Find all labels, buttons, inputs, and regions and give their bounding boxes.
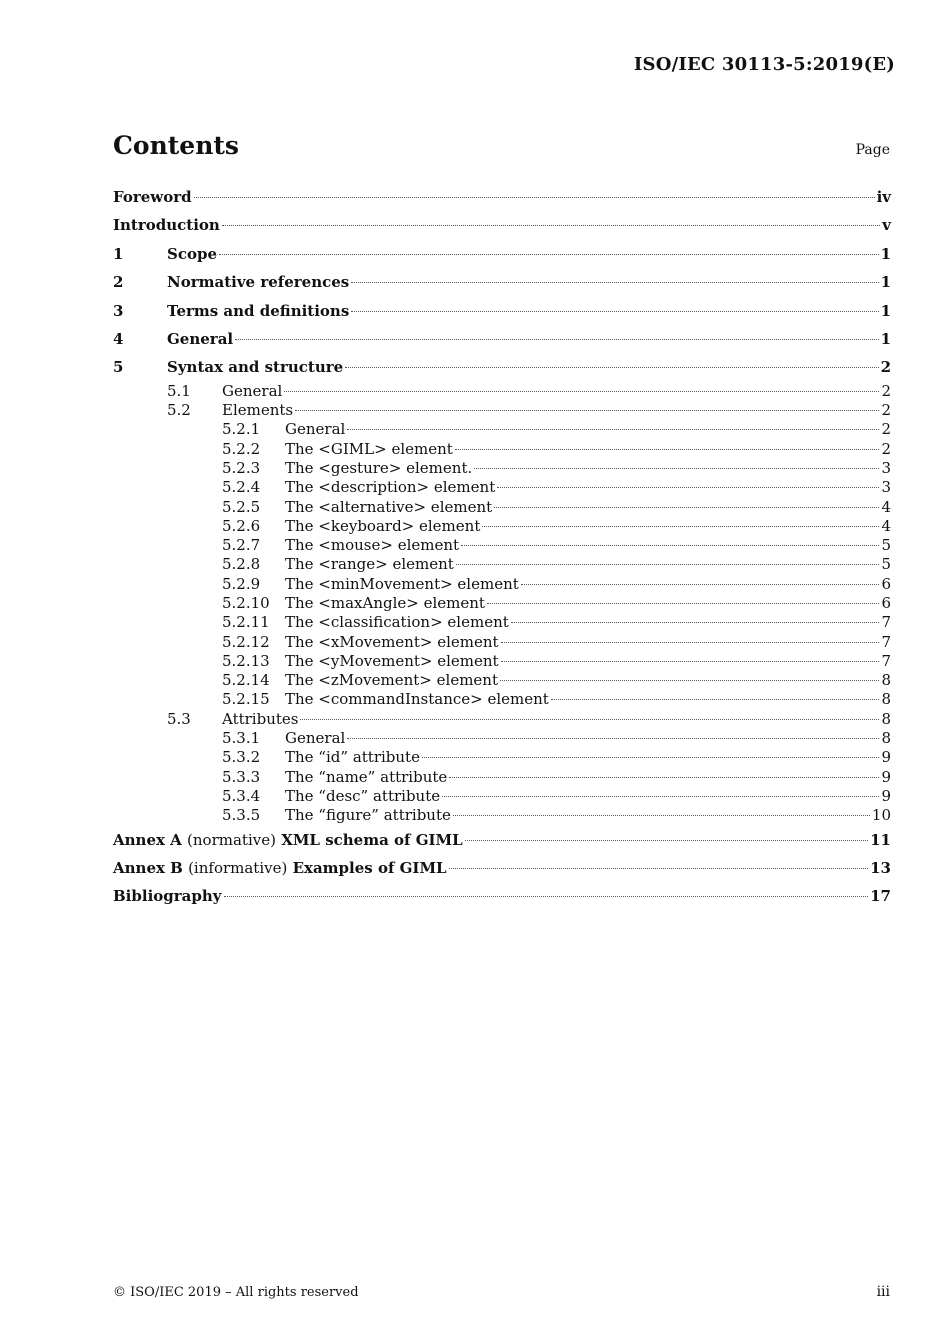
toc-entry-page: 2 [881,420,891,439]
toc-entry-title: Normative references [167,273,350,292]
toc-entry-title: The “name” attribute [285,767,448,786]
dot-leader [222,224,880,226]
toc-entry-page: 1 [880,244,891,263]
toc-entry-title: Introduction [113,216,220,235]
toc-entry-title: The “desc” attribute [285,786,441,805]
toc-entry-title: General [285,420,346,439]
toc-entry-5-2-11[interactable] [113,613,891,632]
toc-entry-number: 5.3.4 [222,786,261,805]
page-column-label: Page [855,142,890,158]
dot-leader [347,737,879,739]
dot-leader [474,467,879,469]
toc-entry-page: 9 [881,786,891,805]
toc-entry-number: 5.2.7 [222,536,261,555]
dot-leader [345,366,878,368]
dot-leader [494,506,879,508]
toc-entry-title [113,826,463,854]
toc-entry-page: 10 [871,806,891,825]
toc-entry-number: 5.2.10 [222,594,270,612]
toc-entry-page: 4 [881,516,891,535]
toc-entry-page: 3 [881,458,891,477]
dot-leader [219,253,879,255]
dot-leader [351,281,878,283]
toc-entry-number: 5.3.3 [222,767,261,786]
dot-leader [422,756,880,758]
toc-entry-5-3[interactable] [113,710,891,729]
toc-entry-5-2-10[interactable] [113,594,891,613]
dot-leader [194,196,875,198]
toc-entry-5-2-4[interactable] [113,478,891,497]
toc-entry-title: Bibliography [113,887,222,906]
dot-leader [551,698,880,700]
toc-entry-foreword[interactable] [113,183,891,211]
toc-entry-introduction[interactable] [113,211,891,239]
toc-entry-page: 4 [881,497,891,516]
toc-entry-number: 4 [113,329,124,348]
dot-leader [347,428,879,430]
toc-entry-title: The <xMovement> element [285,632,499,651]
page-title: Contents [113,131,240,160]
annex-label: Annex B [113,858,183,877]
toc-entry-syntax-and-structure[interactable] [113,353,891,381]
toc-entry-general[interactable] [113,325,891,353]
copyright-notice: © ISO/IEC 2019 – All rights reserved [113,1285,359,1300]
toc-entry-title: Scope [167,244,218,263]
toc-entry-number: 5.2.4 [222,478,261,497]
dot-leader [461,544,879,546]
toc-entry-title: The <description> element [285,478,496,497]
dot-leader [300,718,879,720]
toc-entry-page: 9 [881,748,891,767]
toc-entry-title: The <range> element [285,555,454,574]
toc-entry-title: The <gesture> element. [285,458,473,477]
dot-leader [235,338,878,340]
toc-entry-scope[interactable] [113,240,891,268]
toc-entry-title: The <mouse> element [285,536,460,555]
toc-entry-page: 11 [870,830,891,849]
dot-leader [295,409,879,411]
toc-entry-page: iv [876,188,891,206]
toc-entry-page: 1 [880,273,891,292]
dot-leader [501,641,880,643]
toc-entry-number: 5.3.5 [222,806,261,825]
toc-entry-5-1[interactable] [113,382,891,401]
toc-entry-page: 17 [870,887,891,906]
toc-entry-5-2[interactable] [113,401,891,420]
toc-entry-page: 2 [881,381,891,400]
toc-entry-number: 5.2.3 [222,458,261,477]
toc-entry-number: 3 [113,301,124,320]
toc-entry-title: The “id” attribute [285,748,420,767]
annex-kind: (informative) [188,858,288,877]
toc-entry-number: 5.2.2 [222,439,261,458]
toc-entry-page: 9 [881,767,891,786]
toc-entry-title: The <maxAngle> element [285,594,485,612]
toc-entry-title: Foreword [113,188,192,206]
annex-label: Annex A [113,830,182,849]
toc-entry-annex-a[interactable] [113,826,891,854]
toc-entry-page: 8 [881,709,891,728]
toc-entry-page: 2 [881,401,891,420]
document-id: ISO/IEC 30113-5:2019(E) [633,54,895,75]
toc-entry-number: 5.2.8 [222,555,261,574]
toc-entry-title: Elements [222,401,294,420]
toc-entry-5-2-14[interactable] [113,671,891,690]
dot-leader [482,525,879,527]
toc-entry-5-3-5[interactable] [113,806,891,825]
toc-entry-5-3-2[interactable] [113,748,891,767]
toc-entry-5-2-9[interactable] [113,575,891,594]
toc-entry-5-2-8[interactable] [113,555,891,574]
toc-entry-title [113,854,447,882]
dot-leader [284,390,879,392]
toc-entry-page: 8 [881,729,891,748]
toc-entry-title: General [222,381,283,400]
toc-entry-number: 5.2.5 [222,497,261,516]
toc-entry-page: 7 [881,651,891,670]
toc-entry-title: The <classification> element [285,613,509,632]
toc-entry-5-2-1[interactable] [113,420,891,439]
toc-entry-number: 5.3 [167,709,191,728]
toc-entry-number: 5 [113,358,124,377]
toc-entry-5-2-2[interactable] [113,440,891,459]
toc-entry-5-3-4[interactable] [113,787,891,806]
toc-entry-title: The <alternative> element [285,497,493,516]
toc-entry-number: 5.2.6 [222,516,261,535]
toc-entry-page: 8 [881,671,891,690]
dot-leader [224,895,869,897]
toc-entry-bibliography[interactable] [113,882,891,910]
annex-title: XML schema of GIML [281,830,463,849]
dot-leader [456,563,880,565]
toc-entry-title: The <zMovement> element [285,671,498,690]
toc-entry-5-3-1[interactable] [113,729,891,748]
annex-kind: (normative) [187,830,276,849]
toc-entry-title: The “figure” attribute [285,806,451,825]
toc-entry-number: 5.2.14 [222,671,270,690]
dot-leader [465,839,868,841]
toc-entry-number: 5.3.1 [222,729,261,748]
toc-entry-number: 5.2.11 [222,613,270,632]
toc-entry-number: 5.2 [167,401,191,420]
toc-entry-annex-b[interactable] [113,854,891,882]
toc-entry-5-2-5[interactable] [113,498,891,517]
toc-entry-page: 13 [870,858,891,877]
toc-entry-5-2-6[interactable] [113,517,891,536]
toc-entry-page: v [882,216,891,235]
dot-leader [351,310,878,312]
toc-entry-terms-and-definitions[interactable] [113,297,891,325]
toc-entry-number: 5.2.15 [222,690,270,709]
toc-entry-title: Terms and definitions [167,301,350,320]
toc-entry-number: 5.2.13 [222,651,270,670]
page-number: iii [876,1284,890,1300]
toc-entry-number: 5.2.9 [222,574,261,593]
toc-entry-number: 1 [113,244,124,263]
dot-leader [521,583,880,585]
toc-entry-title: Syntax and structure [167,358,344,377]
toc-entry-page: 7 [881,613,891,632]
toc-entry-title: General [167,329,234,348]
toc-entry-title: The <GIML> element [285,439,453,458]
toc-entry-page: 6 [881,594,891,612]
dot-leader [511,621,880,623]
toc-entry-page: 2 [880,358,891,377]
table-of-contents [113,183,891,911]
toc-entry-title: General [285,729,346,748]
dot-leader [449,867,869,869]
toc-entry-5-2-7[interactable] [113,536,891,555]
toc-entry-5-2-3[interactable] [113,459,891,478]
toc-entry-number: 5.1 [167,381,191,400]
toc-entry-number: 5.2.1 [222,420,261,439]
dot-leader [500,679,879,681]
toc-entry-page: 1 [880,329,891,348]
dot-leader [487,602,880,604]
dot-leader [497,486,879,488]
toc-entry-title: Attributes [222,709,299,728]
dot-leader [455,448,880,450]
toc-entry-title: The <commandInstance> element [285,690,549,709]
dot-leader [501,660,880,662]
toc-entry-number: 2 [113,273,124,292]
toc-entry-title: The <minMovement> element [285,574,519,593]
dot-leader [453,814,870,816]
toc-entry-5-3-3[interactable] [113,768,891,787]
toc-entry-number: 5.3.2 [222,748,261,767]
dot-leader [442,795,879,797]
toc-entry-page: 5 [881,555,891,574]
toc-entry-page: 8 [881,690,891,709]
toc-entry-page: 1 [880,301,891,320]
toc-entry-title: The <yMovement> element [285,651,499,670]
toc-entry-page: 3 [881,478,891,497]
toc-entry-page: 5 [881,536,891,555]
toc-entry-normative-references[interactable] [113,268,891,296]
toc-entry-5-2-13[interactable] [113,652,891,671]
toc-entry-number: 5.2.12 [222,632,270,651]
toc-entry-page: 2 [881,439,891,458]
toc-entry-page: 6 [881,574,891,593]
toc-entry-title: The <keyboard> element [285,516,481,535]
toc-entry-page: 7 [881,632,891,651]
toc-entry-5-2-15[interactable] [113,690,891,709]
toc-entry-5-2-12[interactable] [113,633,891,652]
dot-leader [449,776,879,778]
annex-title: Examples of GIML [292,858,447,877]
